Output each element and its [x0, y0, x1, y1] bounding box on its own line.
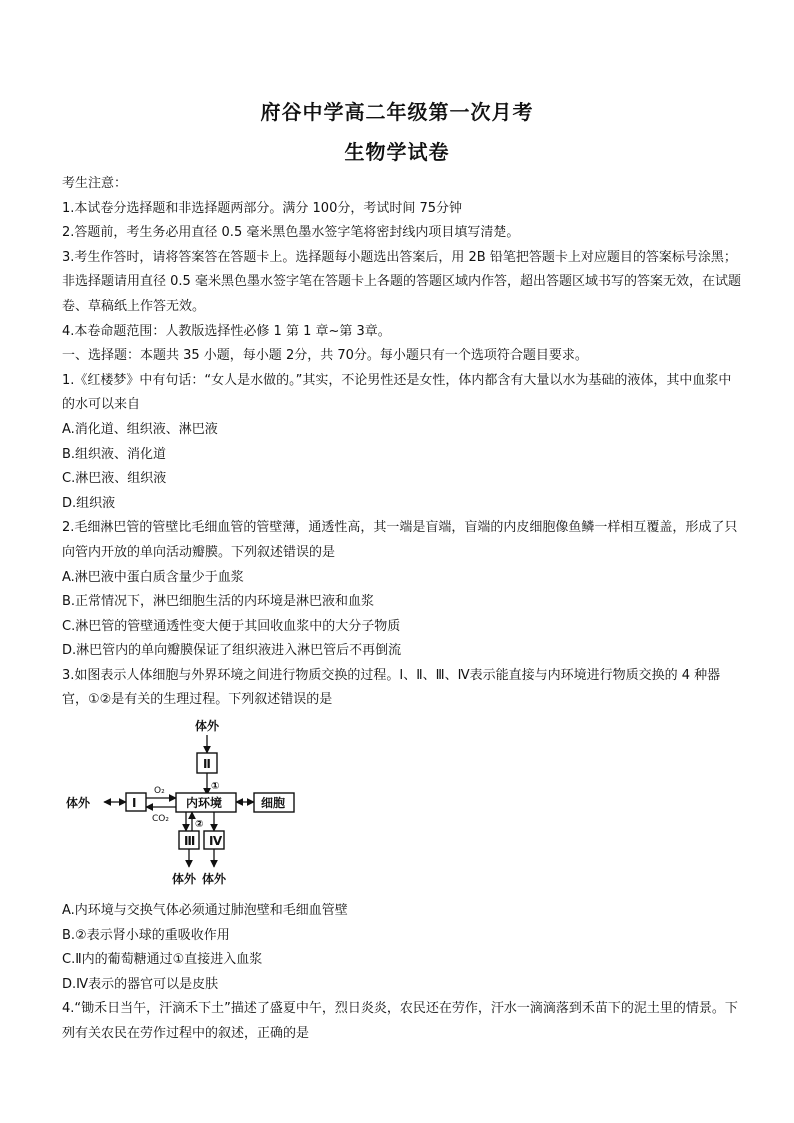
o2-label: O₂ [154, 786, 165, 797]
process-1-label: ① [211, 781, 220, 793]
question-1-option-b: B.组织液、消化道 [62, 446, 167, 462]
outside-label-bottom-3: 体外 [172, 872, 197, 887]
question-3-option-c: C.Ⅱ内的葡萄糖通过①直接进入血浆 [62, 952, 263, 968]
exam-content [62, 172, 742, 1047]
organ-3-label: Ⅲ [184, 834, 196, 849]
question-3-stem: 3.如图表示人体细胞与外界环境之间进行物质交换的过程。Ⅰ、Ⅱ、Ⅲ、Ⅳ表示能直接与内环境进行物质交换的 4 种器官，①②是有关的生理过程。下列叙述错误的是 [62, 667, 721, 708]
outside-label-left: 体外 [66, 796, 91, 811]
outside-label-top: 体外 [195, 719, 220, 734]
question-3-option-a: A.内环境与交换气体必须通过肺泡壁和毛细血管壁 [62, 903, 348, 919]
question-1-option-d: D.组织液 [62, 495, 116, 511]
question-4-stem: 4.“锄禾日当午，汗滴禾下土”描述了盛夏中午，烈日炎炎，农民还在劳作，汗水一滴滴落到禾苗下的泥土里的情景。下列有关农民在劳作过程中的叙述，正确的是 [62, 1001, 738, 1042]
question-3-option-b: B.②表示肾小球的重吸收作用 [62, 927, 230, 943]
outside-label-bottom-4: 体外 [202, 872, 227, 887]
internal-env-label: 内环境 [186, 796, 223, 811]
question-2-option-c: C.淋巴管的管壁通透性变大便于其回收血浆中的大分子物质 [62, 618, 401, 634]
question-2-option-d: D.淋巴管内的单向瓣膜保证了组织液进入淋巴管后不再倒流 [62, 643, 402, 659]
exam-title: 府谷中学高二年级第一次月考 [260, 100, 534, 124]
notice-heading: 考生注意： [62, 176, 128, 191]
notice-item: 3.考生作答时，请将答案答在答题卡上。选择题每小题选出答案后，用 2B 铅笔把答题卡上对应题目的答案标号涂黑；非选择题请用直径 0.5 毫米黑色墨水签字笔在答题卡上各题的答题区域内作答，超出答题区域书写的答案无效，在试题卷、草稿纸上作答无效。 [62, 249, 741, 314]
organ-2-label: Ⅱ [203, 757, 211, 772]
question-2-option-a: A.淋巴液中蛋白质含量少于血浆 [62, 569, 244, 585]
material-exchange-diagram [64, 717, 314, 897]
cell-label: 细胞 [261, 796, 286, 811]
organ-1-label: Ⅰ [132, 796, 137, 811]
question-3-option-d: D.Ⅳ表示的器官可以是皮肤 [62, 976, 219, 992]
organ-4-label: Ⅳ [209, 834, 223, 849]
question-1-option-a: A.消化道、组织液、淋巴液 [62, 421, 218, 437]
notice-item: 2.答题前，考生务必用直径 0.5 毫米黑色墨水签字笔将密封线内项目填写清楚。 [62, 225, 520, 241]
section-heading: 一、选择题：本题共 35 小题，每小题 2分，共 70分。每小题只有一个选项符合题目要求。 [62, 348, 588, 364]
question-2-stem: 2.毛细淋巴管的管壁比毛细血管的管壁薄，通透性高，其一端是盲端，盲端的内皮细胞像鱼鳞一样相互覆盖，形成了只向管内开放的单向活动瓣膜。下列叙述错误的是 [62, 520, 738, 560]
question-2-option-b: B.正常情况下，淋巴细胞生活的内环境是淋巴液和血浆 [62, 594, 375, 610]
process-2-label: ② [195, 819, 204, 831]
question-1-option-c: C.淋巴液、组织液 [62, 471, 167, 487]
co2-label: CO₂ [152, 814, 169, 825]
notice-item: 4.本卷命题范围：人教版选择性必修 1 第 1 章~第 3章。 [62, 323, 391, 339]
exam-subtitle: 生物学试卷 [344, 140, 450, 164]
notice-item: 1.本试卷分选择题和非选择题两部分。满分 100分，考试时间 75分钟 [62, 200, 463, 216]
question-1-stem: 1.《红楼梦》中有句话：“女人是水做的。”其实，不论男性还是女性，体内都含有大量以水为基础的液体，其中血浆中的水可以来自 [62, 372, 732, 413]
